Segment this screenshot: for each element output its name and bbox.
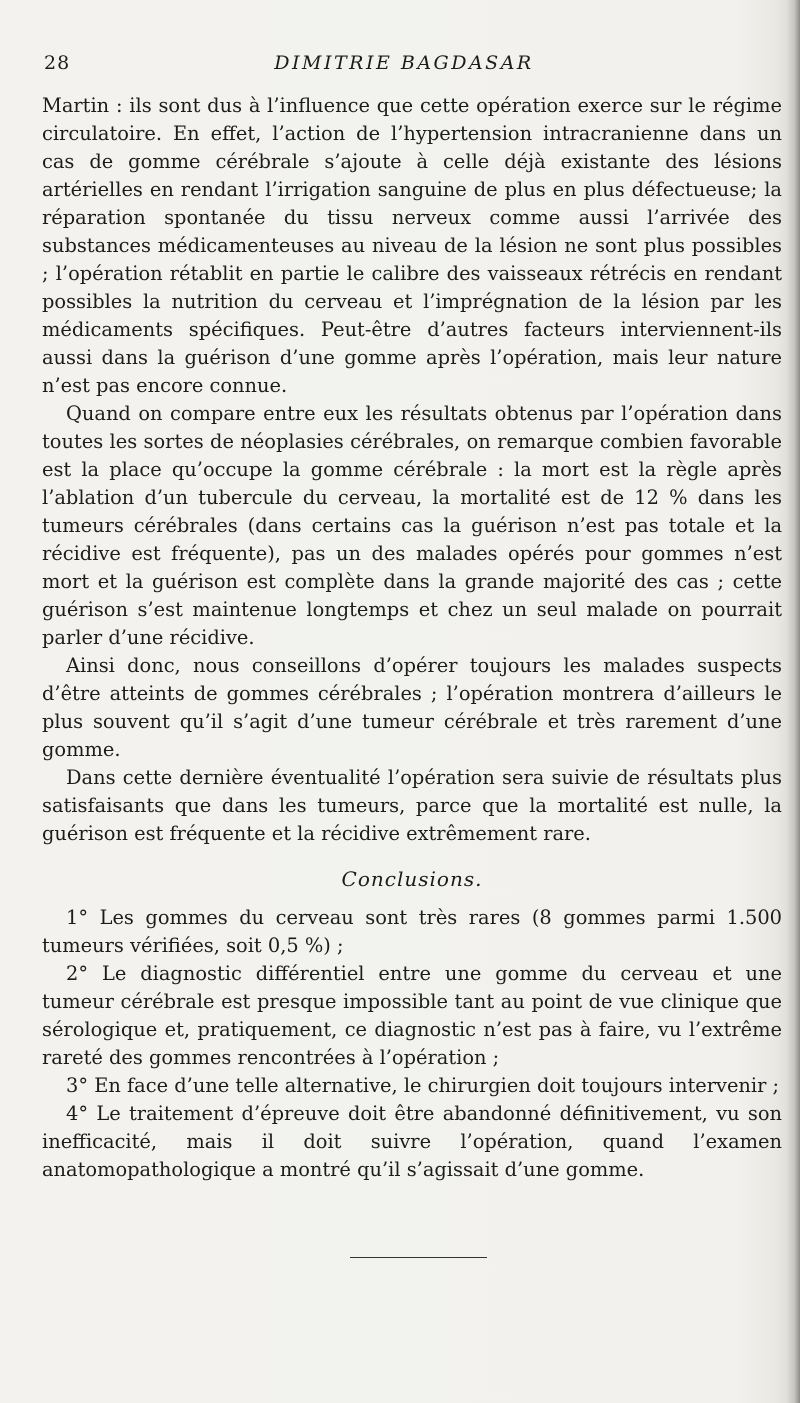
binding-shadow [786, 0, 800, 1403]
running-head: DIMITRIE BAGDASAR [274, 52, 534, 74]
conclusion-item-2: 2° Le diagnostic différentiel entre une gomme du cerveau et une tumeur cérébrale est presque impossible tant au point de vue clinique que sérologique et, pratiquement, ce diagnostic n’est pas à faire, vu l’extrême rareté des gommes rencontrées à l’opération ; [42, 962, 782, 1069]
end-rule-divider [350, 1257, 487, 1258]
conclusion-item-1: 1° Les gommes du cerveau sont très rares (8 gommes parmi 1.500 tumeurs vérifiées, soit 0,5 %) ; [42, 906, 782, 957]
body-text [42, 92, 782, 1184]
paragraph-recommendation: Ainsi donc, nous conseillons d’opérer toujours les malades suspects d’être atteints de gommes cérébrales ; l’opération montrera d’ailleurs le plus souvent qu’il s’agit d’une tumeur cérébrale et très rarement d’une gomme. [42, 654, 782, 761]
page-number: 28 [44, 52, 71, 74]
paragraph-outcome: Dans cette dernière éventualité l’opération sera suivie de résultats plus satisfaisants que dans les tumeurs, parce que la mortalité est nulle, la guérison est fréquente et la récidive extrêmement rare. [42, 766, 782, 845]
conclusion-item-3: 3° En face d’une telle alternative, le chirurgien doit toujours intervenir ; [66, 1074, 780, 1097]
conclusions-heading: Conclusions. [341, 867, 483, 891]
paragraph-comparison: Quand on compare entre eux les résultats obtenus par l’opération dans toutes les sortes de néoplasies cérébrales, on remarque combien favorable est la place qu’occupe la gomme cérébrale : la mort est la règle après l’ablation d’un tubercule du cerveau, la mortalité est de 12 % dans les tumeurs cérébrales (dans certains cas la guérison n’est pas totale et la récidive est fréquente), pas un des malades opérés pour gommes n’est mort et la guérison est complète dans la grande majorité des cas ; cette guérison s’est maintenue longtemps et chez un seul malade on pourrait parler d’une récidive. [42, 402, 782, 649]
page-header [44, 52, 764, 80]
paragraph-continuation: Martin : ils sont dus à l’influence que cette opération exerce sur le régime circulatoire. En effet, l’action de l’hypertension intracranienne dans un cas de gomme cérébrale s’ajoute à celle déjà existante des lésions artérielles en rendant l’irrigation sanguine de plus en plus défectueuse; la réparation spontanée du tissu nerveux comme aussi l’arrivée des substances médicamenteuses au niveau de la lésion ne sont plus possibles ; l’opération rétablit en partie le calibre des vaisseaux rétrécis en rendant possibles la nutrition du cerveau et l’imprégnation de la lésion par les médicaments spécifiques. Peut-être d’autres facteurs interviennent-ils aussi dans la guérison d’une gomme après l’opération, mais leur nature n’est pas encore connue. [42, 94, 782, 397]
conclusion-item-4: 4° Le traitement d’épreuve doit être abandonné définitivement, vu son inefficacité, mais il doit suivre l’opération, quand l’examen anatomopathologique a montré qu’il s’agissait d’une gomme. [42, 1102, 782, 1181]
